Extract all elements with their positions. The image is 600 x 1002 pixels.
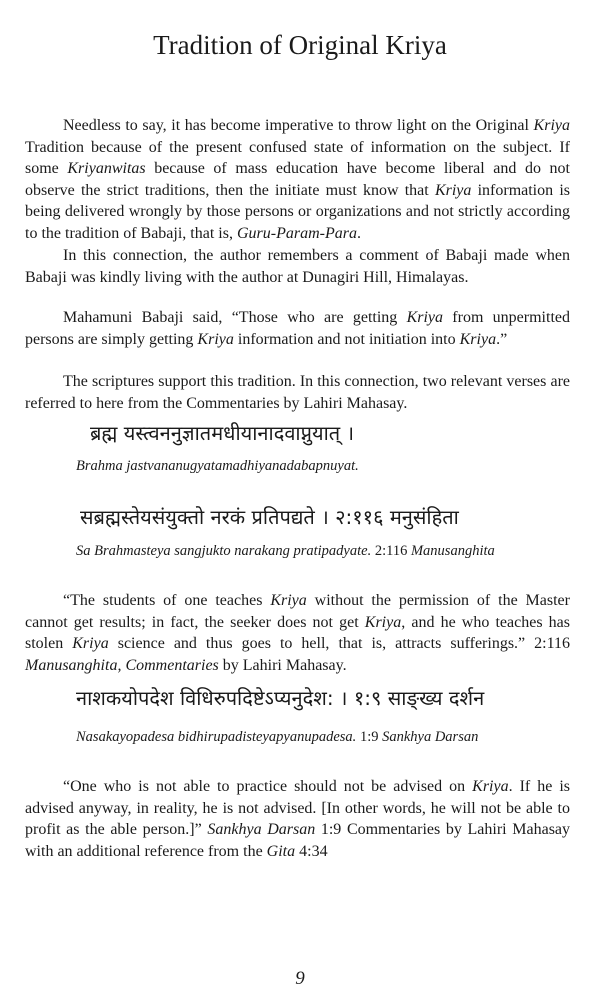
emphasis-text: Kriya bbox=[197, 330, 234, 348]
transliteration-text: Nasakayopadesa bidhirupadisteyapyanupadesa. bbox=[76, 729, 357, 745]
emphasis-text: Kriya bbox=[406, 309, 444, 326]
transliteration-2 bbox=[0, 543, 600, 560]
paragraph-text: . If he is advised anyway, in reality, he is not advised. [In other words, he will not be able to profit as the able person.]” bbox=[25, 778, 570, 839]
sanskrit-verse-3: नाशकयोपदेश विधिरुपदिष्टेऽप्यनुदेश: । १:९ साङ्ख्य दर्शन bbox=[76, 686, 485, 710]
emphasis-text: Sankhya Darsan bbox=[207, 821, 316, 839]
emphasis-text: Kriya bbox=[472, 778, 509, 795]
paragraph-text: without the permission of the Master cannot get results; in fact, the seeker does not get bbox=[25, 592, 570, 631]
paragraph-text: by Lahiri Mahasay. bbox=[218, 656, 347, 674]
paragraph-text: because of mass education have become liberal and do not observe the strict traditions, then the initiate must know that bbox=[25, 160, 570, 199]
paragraph-text: 1:9 Commentaries by Lahiri Mahasay with an additional reference from the bbox=[25, 821, 571, 860]
emphasis-text: Guru-Param-Para bbox=[236, 224, 357, 242]
emphasis-text: Gita bbox=[266, 842, 296, 860]
paragraph-text: Needless to say, it has become imperative to throw light on the Original bbox=[63, 117, 534, 134]
page-number: 9 bbox=[295, 968, 305, 989]
emphasis-text: Kriya bbox=[72, 635, 109, 653]
verse-reference-source: Sankhya Darsan bbox=[382, 729, 479, 745]
transliteration-1: Brahma jastvananugyatamadhiyanadabapnuyat. bbox=[76, 458, 359, 474]
paragraph-sankhya bbox=[25, 776, 570, 862]
paragraph-text: Tradition because of the present confused state of information on the subject. If some bbox=[25, 138, 570, 178]
emphasis-text: Kriyanwitas bbox=[67, 160, 146, 178]
verse-reference-source: Manusanghita bbox=[410, 543, 495, 559]
paragraph-text: from unpermitted persons are simply getting bbox=[25, 309, 570, 348]
emphasis-text: Kriya bbox=[459, 330, 497, 348]
paragraph-text: science and thus goes to hell, that is, attracts sufferings.” 2:116 bbox=[108, 635, 571, 653]
page-title: Tradition of Original Kriya bbox=[153, 30, 447, 60]
paragraph-text: Mahamuni Babaji said, “Those who are getting bbox=[63, 309, 407, 326]
paragraph-babaji-quote bbox=[25, 307, 570, 350]
transliteration-text: Sa Brahmasteya sangjukto narakang pratipadyate. bbox=[76, 543, 372, 559]
paragraph-text: 4:34 bbox=[295, 842, 328, 860]
verse-reference-number: 1:9 bbox=[356, 729, 383, 745]
paragraph-connection: In this connection, the author remembers a comment of Babaji made when Babaji was kindly living with the author at Dunagiri Hill, Himalayas. bbox=[25, 247, 570, 286]
paragraph-scriptures: The scriptures support this tradition. In this connection, two relevant verses are referred to here from the Commentaries by Lahiri Mahasay. bbox=[25, 373, 570, 412]
paragraph-text: .” bbox=[496, 330, 508, 348]
emphasis-text: Kriya bbox=[434, 181, 472, 199]
paragraph-intro bbox=[25, 115, 570, 245]
emphasis-text: Kriya bbox=[270, 592, 307, 609]
sanskrit-verse-2: सब्रह्मस्तेयसंयुक्तो नरकं प्रतिपद्यते । २:११६ मनुसंहिता bbox=[80, 505, 459, 529]
paragraph-text: , and he who teaches has stolen bbox=[25, 613, 571, 653]
paragraph-text: . bbox=[356, 224, 361, 242]
emphasis-text: Kriya bbox=[364, 613, 402, 631]
emphasis-text: Kriya bbox=[533, 117, 570, 134]
paragraph-text: “One who is not able to practice should not be advised on bbox=[63, 778, 473, 795]
verse-reference-number: 2:116 bbox=[371, 543, 411, 559]
transliteration-3 bbox=[0, 729, 600, 746]
paragraph-students bbox=[25, 590, 570, 676]
emphasis-text: Manusanghita, Commentaries bbox=[25, 656, 219, 674]
sanskrit-verse-1: ब्रह्म यस्त्वननुज्ञातमधीयानादवाप्नुयात् । bbox=[90, 421, 355, 445]
paragraph-text: information is being delivered wrongly by those persons or organizations and not strictly according to the tradition of Babaji, that is, bbox=[25, 181, 571, 242]
paragraph-text: information and not initiation into bbox=[233, 330, 460, 348]
paragraph-text: “The students of one teaches bbox=[63, 592, 271, 609]
